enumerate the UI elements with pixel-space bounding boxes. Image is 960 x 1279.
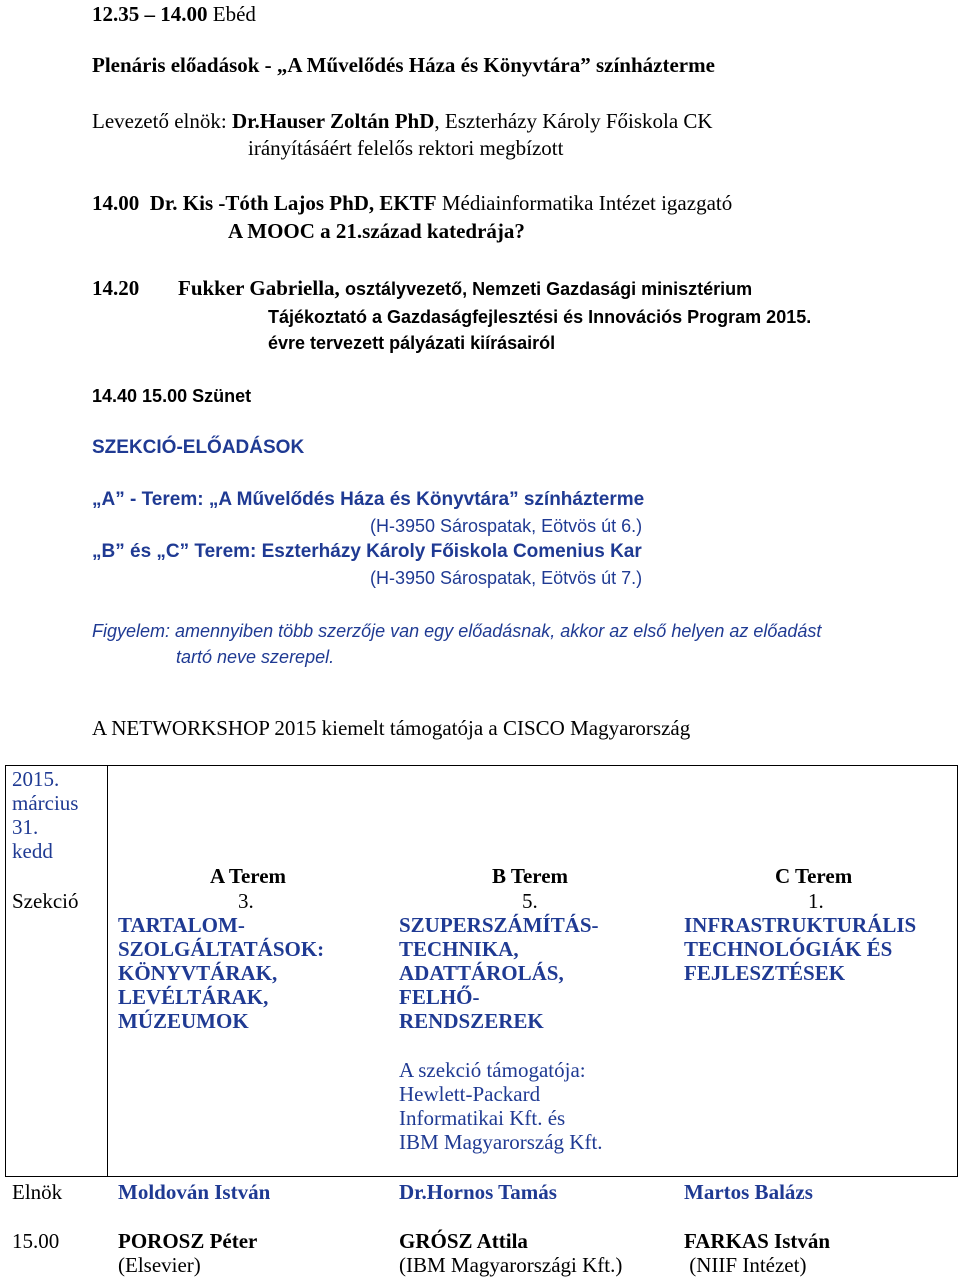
- section-b-line-2: TECHNIKA,: [399, 937, 519, 961]
- date-line-4: kedd: [12, 839, 53, 863]
- room-a-address: (H-3950 Sárospatak, Eötvös út 6.): [370, 516, 643, 536]
- talk1-line: [92, 191, 732, 215]
- talk2-title-2: évre tervezett pályázati kiírásairól: [268, 333, 556, 353]
- speaker-a-org: (Elsevier): [118, 1253, 201, 1277]
- speaker-c-name: FARKAS István: [684, 1229, 831, 1253]
- room-header-c: C Terem: [775, 864, 853, 888]
- chair-label: Levezető elnök:: [92, 109, 227, 133]
- talk2-role: osztályvezető, Nemzeti Gazdasági minisztérium: [345, 279, 753, 299]
- sections-heading: SZEKCIÓ-ELŐADÁSOK: [92, 437, 305, 458]
- speaker-c-org: (NIIF Intézet): [684, 1253, 807, 1277]
- note-line2: tartó neve szerepel.: [176, 647, 335, 667]
- slot-time: 15.00: [12, 1229, 60, 1253]
- talk2-title-1: Tájékoztató a Gazdaságfejlesztési és Innovációs Program 2015.: [268, 307, 812, 327]
- section-a-line-5: MÚZEUMOK: [118, 1009, 249, 1033]
- lunch-row: [92, 2, 256, 26]
- chair-a: Moldován István: [118, 1180, 271, 1204]
- section-b-sponsor-4: IBM Magyarország Kft.: [399, 1130, 603, 1154]
- plenary-title: Plenáris előadások - „A Művelődés Háza és Könyvtára” színházterme: [92, 53, 715, 77]
- note-line1: Figyelem: amennyiben több szerzője van egy előadásnak, akkor az első helyen az előadást: [92, 621, 822, 641]
- date-line-2: március: [12, 791, 79, 815]
- talk2-time: 14.20: [92, 276, 140, 300]
- room-bc-address: (H-3950 Sárospatak, Eötvös út 7.): [370, 568, 643, 588]
- break-row: [92, 384, 251, 408]
- chair-b: Dr.Hornos Tamás: [399, 1180, 557, 1204]
- talk1-time: 14.00: [92, 191, 140, 215]
- section-a-line-1: TARTALOM-: [118, 913, 245, 937]
- break-time: 14.40 15.00: [92, 386, 188, 406]
- section-a-line-3: KÖNYVTÁRAK,: [118, 961, 278, 985]
- chair-c: Martos Balázs: [684, 1180, 813, 1204]
- chair-line: [92, 109, 713, 133]
- section-b-line-1: SZUPERSZÁMÍTÁS-: [399, 913, 599, 937]
- date-line-1: 2015.: [12, 767, 60, 791]
- section-b-sponsor-3: Informatikai Kft. és: [399, 1106, 566, 1130]
- chair-role: , Eszterházy Károly Főiskola CK: [434, 109, 713, 133]
- section-b-line-5: RENDSZEREK: [399, 1009, 544, 1033]
- section-b-sponsor-1: A szekció támogatója:: [399, 1058, 586, 1082]
- section-a-number: 3.: [238, 889, 254, 913]
- section-b-number: 5.: [522, 889, 538, 913]
- speaker-a-name: POROSZ Péter: [118, 1229, 258, 1253]
- talk1-org-rest: Médiainformatika Intézet igazgató: [441, 191, 733, 215]
- section-c-line-2: TECHNOLÓGIÁK ÉS: [684, 937, 893, 961]
- talk1-title: A MOOC a 21.század katedrája?: [228, 219, 525, 243]
- section-b-sponsor-2: Hewlett-Packard: [399, 1082, 541, 1106]
- speaker-b-name: GRÓSZ Attila: [399, 1229, 528, 1253]
- talk2-line: [178, 276, 752, 301]
- section-c-line-1: INFRASTRUKTURÁLIS: [684, 913, 917, 937]
- talk1-org: EKTF: [379, 191, 437, 215]
- section-c-line-3: FEJLESZTÉSEK: [684, 961, 846, 985]
- talk2-speaker: Fukker Gabriella,: [178, 276, 340, 300]
- lunch-label: Ebéd: [212, 2, 256, 26]
- sponsor-line: A NETWORKSHOP 2015 kiemelt támogatója a CISCO Magyarország: [92, 716, 691, 740]
- chair-role-line2: irányításáért felelős rektori megbízott: [248, 136, 564, 160]
- date-line-3: 31.: [12, 815, 39, 839]
- section-label: Szekció: [12, 889, 79, 913]
- section-b-line-4: FELHŐ-: [399, 985, 480, 1009]
- room-bc: „B” és „C” Terem: Eszterházy Károly Főiskola Comenius Kar: [92, 541, 642, 562]
- chair-name: Dr.Hauser Zoltán PhD: [231, 109, 435, 133]
- chair-row-label: Elnök: [12, 1180, 63, 1204]
- room-header-b: B Terem: [492, 864, 569, 888]
- room-header-a: A Terem: [210, 864, 287, 888]
- section-a-line-4: LEVÉLTÁRAK,: [118, 985, 269, 1009]
- room-a: „A” - Terem: „A Művelődés Háza és Könyvtára” színházterme: [92, 489, 645, 510]
- talk1-speaker: Dr. Kis -Tóth Lajos PhD,: [149, 191, 375, 215]
- break-label: Szünet: [192, 386, 252, 406]
- lunch-time: 12.35 – 14.00: [92, 2, 208, 26]
- section-c-number: 1.: [808, 889, 824, 913]
- section-a-line-2: SZOLGÁLTATÁSOK:: [118, 937, 325, 961]
- speaker-b-org: (IBM Magyarországi Kft.): [399, 1253, 623, 1277]
- section-b-line-3: ADATTÁROLÁS,: [399, 961, 564, 985]
